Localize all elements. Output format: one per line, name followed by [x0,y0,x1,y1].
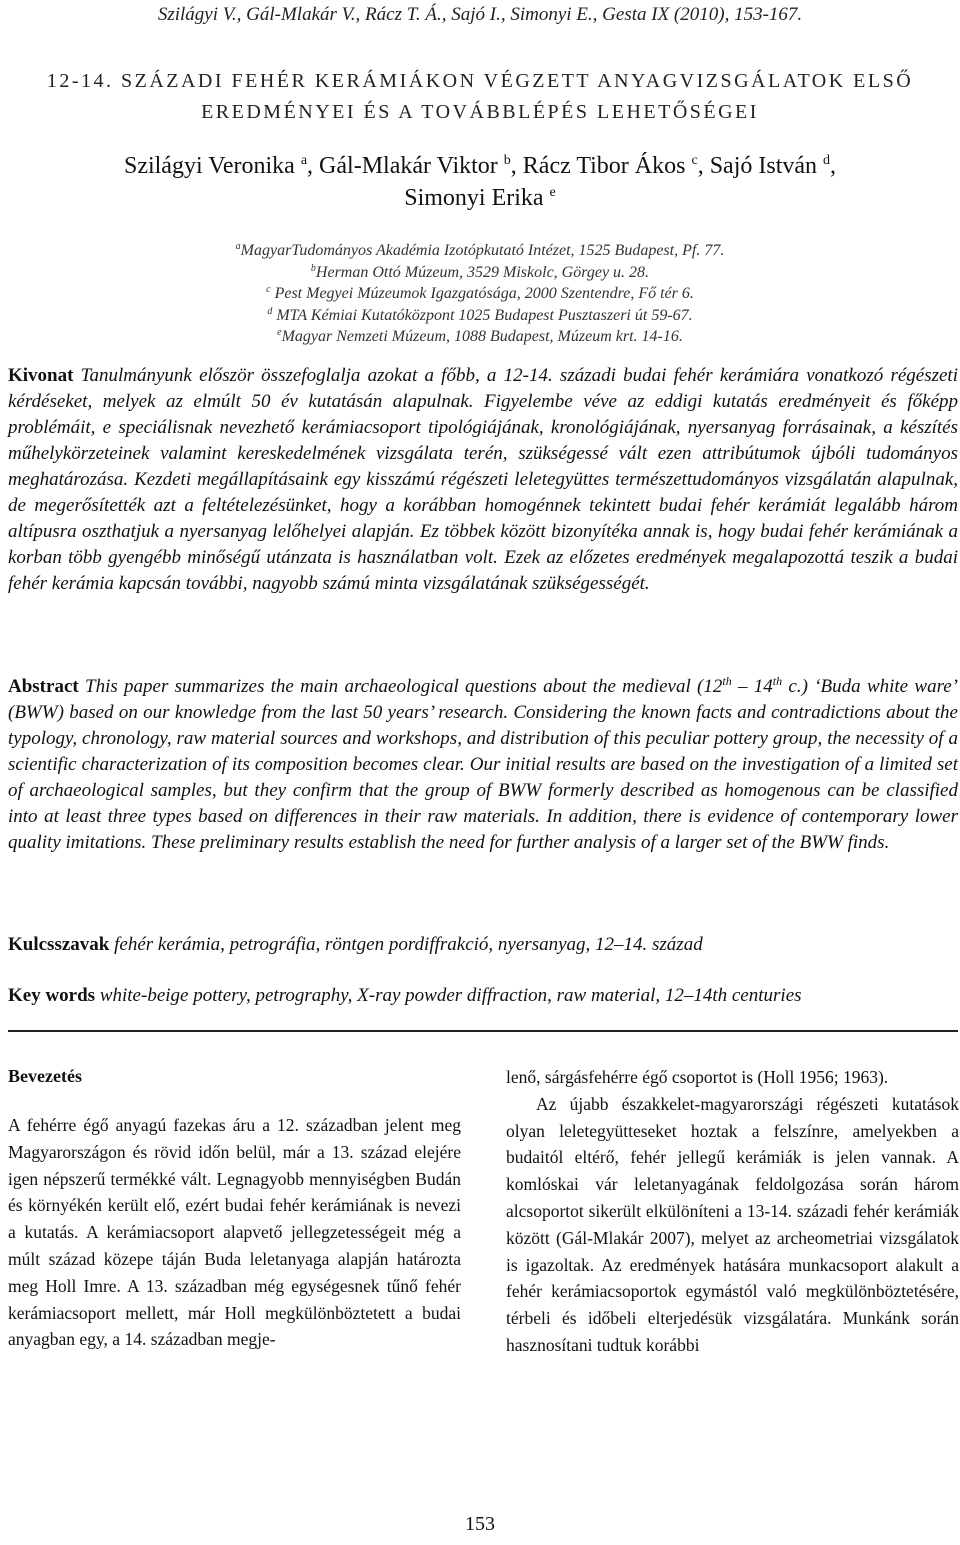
hungarian-keywords [8,932,958,958]
kulcsszavak-label: Kulcsszavak [8,934,110,955]
author-name: Simonyi Erika [404,185,544,211]
author-affil-mark: d [823,153,831,168]
affiliation: $^e$Magyar Nemzeti Múzeum, 1088 Budapest, Múzeum krt. 14-16. [277,327,683,345]
author-affil-mark: e [549,185,556,200]
section-divider [8,1030,958,1032]
english-keywords [8,983,958,1009]
author-name: Szilágyi Veronika [123,153,295,179]
body-paragraph: Az újabb északkelet-magyarországi régészeti kutatások olyan leletegyütteseket hoztak a felszínre, amelyekben a budaitól eltérő, fehér jellegű kerámiák is jelen vannak. A komlóskai vár leletanyagának feldolgozása során három alcsoportot sikerült elkülöníteni a 13-14. századi fehér kerámiák között (Gál-Mlakár 2007), melyet az archeometriai vizsgálatok is igazoltak. Az eredmények hatására munkacsoport alakult a fehér kerámiacsoportok egymástól való megkülönböztetésére, térbeli és időbeli elterjedésük vizsgálatára. Munkánk során hasznosítani tudtuk korábbi [506,1093,959,1355]
keywords-label: Key words [8,985,96,1006]
article-title [0,66,960,128]
kivonat-label: Kivonat [8,365,74,386]
section-title: Bevezetés [8,1066,82,1086]
author-list: Szilágyi Veronika $^a$, Gál-Mlakár Viktor $^b$, Rácz Tibor Ákos $^c$, Sajó István $^d$, Simonyi Erika $^e$ [123,153,837,211]
kulcsszavak-text: fehér kerámia, petrográfia, röntgen pordiffrakció, nyersanyag, 12–14. század [114,934,703,955]
affiliation: $^a$MagyarTudományos Akadémia Izotópkutató Intézet, 1525 Budapest, Pf. 77. [235,241,725,259]
running-header: Szilágyi V., Gál-Mlakár V., Rácz T. Á., Sajó I., Simonyi E., Gesta IX (2010), 153-167. [157,4,803,25]
keywords-text: white-beige pottery, petrography, X-ray powder diffraction, raw material, 12–14th centuries [99,985,802,1006]
author-affil-mark: b [503,153,511,168]
english-abstract [8,674,958,856]
hungarian-abstract [8,363,958,597]
author-name: Rácz Tibor Ákos [522,153,686,179]
affiliation: $^c$ Pest Megyei Múzeumok Igazgatósága, 2000 Szentendre, Fő tér 6. [266,284,694,302]
abstract-text: This paper summarizes the main archaeological questions about the medieval (12th – 14th c.) ‘Buda white ware’ (BWW) based on our knowledge from the last 50 years’ research. Considering the known facts and contradictions about the typology, chronology, raw material sources and workshops, and distribution of this peculiar pottery group, the necessity of a scientific characterization of its composition becomes clear. Our initial results are based on the investigation of a limited set of archaeological samples, but they confirm that the group of BWW formerly described as homogenous can be classified into at least three types based on differences in their raw materials. In addition, there is evidence of contemporary lower quality imitations. These preliminary results establish the need for further analysis of a larger set of the BWW finds. [8,674,959,853]
body-paragraph: A fehérre égő anyagú fazekas áru a 12. században jelent meg Magyarországon és rövid időn belül, már a 13. század elejére igen népszerű termékké vált. Legnagyobb mennyiségben Budán és környékén került elő, ezért budai fehér kerámiának is nevezi a kutatás. A kerámiacsoport alapvető jellegzetességeit még a múlt század közepe táján Buda leletanyaga alapján határozta meg Holl Imre. A 13. században még egységesnek tűnő fehér kerámiacsoport mellett, már Holl megkülönböztetett a budai anyagban egy, a 14. században megje- [8,1115,461,1350]
body-column-right [506,1064,959,1359]
affiliation-list [0,240,960,348]
body-column-left [8,1112,461,1353]
author-affil-mark: c [691,153,698,168]
author-name: Sajó István [709,153,818,179]
title-line-1: 12-14. SZÁZADI FEHÉR KERÁMIÁKON VÉGZETT ANYAGVIZSGÁLATOK ELSŐ [46,70,914,92]
affiliation: $^d$ MTA Kémiai Kutatóközpont 1025 Budapest Pusztaszeri út 59-67. [267,305,693,324]
author-affil-mark: a [300,153,308,168]
author-name: Gál-Mlakár Viktor [319,153,498,179]
kivonat-text: Tanulmányunk először összefoglalja azokat a főbb, a 12-14. századi budai fehér kerámiára vonatkozó régészeti kérdéseket, melyek az elmúlt 50 év kutatásán alapulnak. Figyelembe véve az eddigi kutatás eredményeit és főképp problémáit, e speciálisnak nevezhető kerámiacsoport tipológiájának, kronológiájának, nyersanyag forrásainak, a készítés műhelykörzeteinek valamint kereskedelmének vizsgálata terén, szükségessé vált ezen attribútumok újbóli tudományos meghatározása. Kezdeti megállapításaink egy kisszámú régészeti leletegyüttes természettudományos vizsgálatán alapulnak, de megerősítették azt a feltételezésünket, hogy a korábban homogénnek tekintett budai fehér kerámiát legalább három altípusra oszthatjuk a nyersanyag lelőhelyei alapján. Ez többek között bizonyítéka annak is, hogy budai fehér kerámiának a korban több gyengébb minőségű utánzata is használatban volt. Ezek az előzetes eredmények megalapozottá teszik a budai fehér kerámia kapcsán további, nagyobb számú minta vizsgálatának szükségességét. [8,365,958,594]
page-number: 153 [465,1513,495,1535]
affiliation: $^b$Herman Ottó Múzeum, 3529 Miskolc, Görgey u. 28. [310,262,650,281]
abstract-label: Abstract [8,676,79,697]
title-line-2: EREDMÉNYEI ÉS A TOVÁBBLÉPÉS LEHETŐSÉGEI [201,101,759,123]
body-paragraph-continuation: lenő, sárgásfehérre égő csoportot is (Holl 1956; 1963). [506,1067,889,1087]
